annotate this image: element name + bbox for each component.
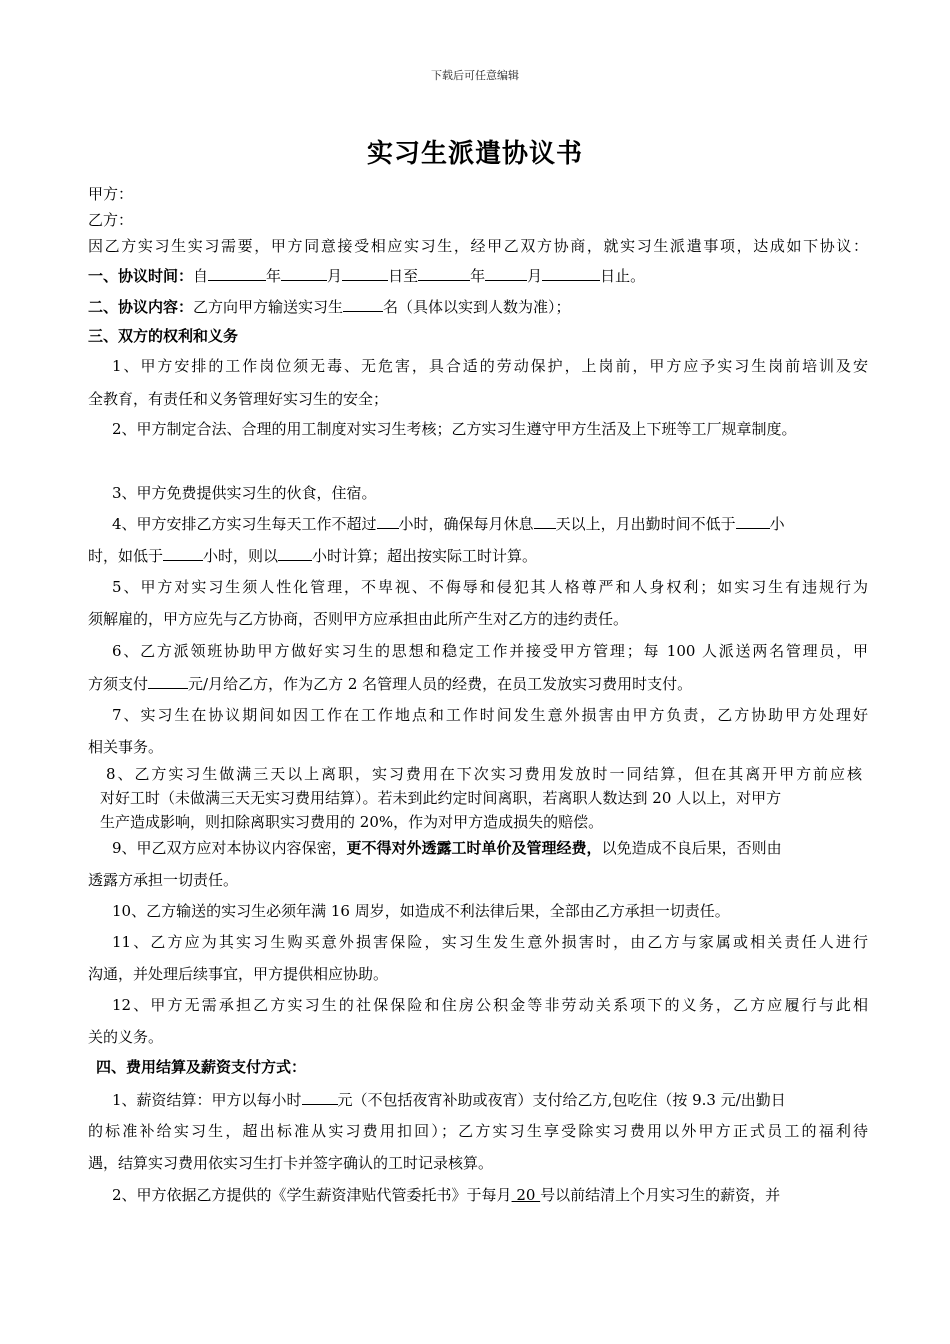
blank-low-hours[interactable]: [163, 545, 203, 561]
document-title: 实习生派遣协议书: [366, 139, 583, 169]
item-12-line-2: 关的义务。: [88, 1028, 164, 1046]
item-5-line-1: 5、甲方对实习生须人性化管理，不卑视、不侮辱和侵犯其人格尊严和人身权利；如实习生有违规行为: [112, 578, 868, 596]
item-9-line-2: 透露方承担一切责任。: [88, 871, 239, 889]
item-8-line-1: 8、乙方实习生做满三天以上离职，实习费用在下次实习费用发放时一同结算，但在其离开甲方前应核: [106, 765, 862, 783]
blank-monthly-fee[interactable]: [148, 673, 188, 689]
section-1-label: 一、协议时间：: [88, 267, 194, 285]
item-4-line-2: [88, 545, 868, 566]
blank-daily-hours[interactable]: [377, 513, 399, 529]
item-9-bold-text: 更不得对外透露工时单价及管理经费，: [346, 839, 602, 857]
item-1-line-1: 1、甲方安排的工作岗位须无毒、无危害，具合适的劳动保护，上岗前，甲方应予实习生岗前培训及安: [112, 357, 868, 375]
text: 以免造成不良后果，否则由: [601, 839, 782, 857]
text: 4、甲方安排乙方实习生每天工作不超过: [112, 515, 377, 533]
text: 月: [527, 267, 543, 285]
pay-2-line-1: [112, 1185, 868, 1205]
section-2-content: [88, 296, 868, 317]
text: 9、甲乙双方应对本协议内容保密，: [112, 839, 347, 857]
section-3-heading: 三、双方的权利和义务: [88, 327, 239, 345]
item-7-line-2: 相关事务。: [88, 738, 164, 756]
item-7-line-1: 7、实习生在协议期间如因工作在工作地点和工作时间发生意外损害由甲方负责，乙方协助甲方处理好: [112, 706, 868, 724]
item-3-line-1: 3、甲方免费提供实习生的伙食，住宿。: [112, 484, 377, 502]
item-6-line-2: [88, 673, 868, 694]
item-1-line-2: 全教育，有责任和义务管理好实习生的安全；: [88, 390, 389, 408]
text: 1、薪资结算：甲方以每小时: [112, 1091, 302, 1109]
blank-end-day[interactable]: [542, 265, 600, 281]
text: 天以上，月出勤时间不低于: [555, 515, 736, 533]
item-10-line-1: 10、乙方输送的实习生必须年满 16 周岁，如造成不利法律后果，全部由乙方承担一切责任。: [112, 902, 730, 920]
blank-calc-hours[interactable]: [278, 545, 312, 561]
text: 元/月给乙方，作为乙方 2 名管理人员的经费，在员工发放实习费用时支付。: [188, 675, 693, 693]
text: 月: [327, 267, 343, 285]
blank-start-year[interactable]: [208, 265, 266, 281]
item-12-line-1: 12、甲方无需承担乙方实习生的社保保险和住房公积金等非劳动关系项下的义务，乙方应履行与此相: [112, 996, 868, 1014]
section-1-time: [88, 265, 868, 286]
text: 小时，则以: [203, 547, 279, 565]
text: 年: [266, 267, 282, 285]
pay-day-value: 20: [511, 1186, 541, 1204]
item-2-line-1: 2、甲方制定合法、合理的用工制度对实习生考核；乙方实习生遵守甲方生活及上下班等工厂规章制度。: [112, 420, 797, 438]
section-2-label: 二、协议内容：: [88, 298, 194, 316]
text: 2、甲方依据乙方提供的《学生薪资津贴代管委托书》于每月: [112, 1186, 512, 1204]
pay-1-line-2: 的标准补给实习生，超出标准从实习费用扣回）；乙方实习生享受除实习费用以外甲方正式员工的福利待: [88, 1122, 868, 1140]
section-4-heading: 四、费用结算及薪资支付方式：: [96, 1058, 307, 1076]
item-4-line-1: [112, 513, 868, 534]
text: 号以前结清上个月实习生的薪资，并: [540, 1186, 781, 1204]
pay-1-line-1: [112, 1089, 868, 1110]
item-9-line-1: [112, 838, 868, 858]
item-11-line-1: 11、乙方应为其实习生购买意外损害保险，实习生发生意外损害时，由乙方与家属或相关责任人进行: [112, 933, 868, 951]
text: 日至: [388, 267, 419, 285]
blank-intern-count[interactable]: [343, 296, 383, 312]
text: 时，如低于: [88, 547, 164, 565]
text: 名（具体以实到人数为准）；: [383, 298, 571, 316]
blank-start-day[interactable]: [342, 265, 388, 281]
party-b-line: 乙方：: [88, 211, 134, 229]
text: 小: [769, 515, 785, 533]
header-note: 下载后可任意编辑: [431, 69, 519, 82]
text: 元（不包括夜宵补助或夜宵）支付给乙方,包吃住（按 9.3 元/出勤日: [337, 1091, 786, 1109]
intro-paragraph: 因乙方实习生实习需要，甲方同意接受相应实习生，经甲乙双方协商，就实习生派遣事项，达成如下协议：: [88, 237, 868, 255]
text: 小时计算；超出按实际工时计算。: [312, 547, 538, 565]
blank-end-year[interactable]: [418, 265, 470, 281]
blank-hourly-rate[interactable]: [302, 1089, 338, 1105]
text: 日止。: [600, 267, 646, 285]
blank-rest-days[interactable]: [534, 513, 556, 529]
item-5-line-2: 须解雇的，甲方应先与乙方协商，否则甲方应承担由此所产生对乙方的违约责任。: [88, 610, 629, 628]
item-8-line-3: 生产造成影响，则扣除离职实习费用的 20%，作为对甲方造成损失的赔偿。: [100, 813, 604, 831]
text: 乙方向甲方输送实习生: [193, 298, 344, 316]
blank-end-month[interactable]: [485, 265, 527, 281]
item-6-line-1: 6、乙方派领班协助甲方做好实习生的思想和稳定工作并接受甲方管理；每 100 人派送两名管理员，甲: [112, 642, 868, 660]
blank-start-month[interactable]: [281, 265, 327, 281]
item-8-line-2: 对好工时（未做满三天无实习费用结算）。若未到此约定时间离职，若离职人数达到 20 人以上，对甲方: [100, 789, 782, 807]
text: 自: [193, 267, 209, 285]
item-11-line-2: 沟通，并处理后续事宜，甲方提供相应协助。: [88, 965, 389, 983]
text: 方须支付: [88, 675, 149, 693]
blank-min-hours[interactable]: [736, 513, 770, 529]
text: 年: [470, 267, 486, 285]
pay-1-line-3: 遇，结算实习费用依实习生打卡并签字确认的工时记录核算。: [88, 1154, 494, 1172]
party-a-line: 甲方：: [88, 185, 134, 203]
text: 小时，确保每月休息: [398, 515, 534, 533]
